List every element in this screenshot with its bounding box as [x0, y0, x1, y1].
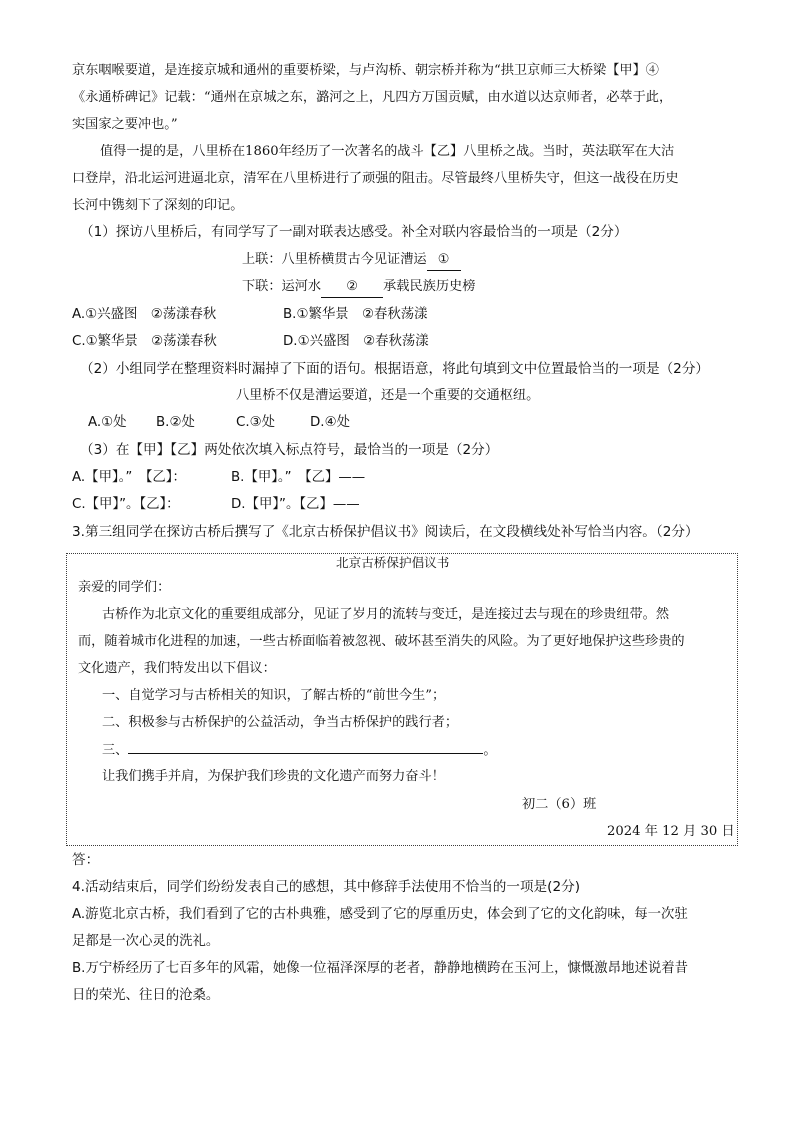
q1-option-b: B.①繁华景 ②春秋荡漾: [283, 307, 428, 322]
couplet-lower: [242, 277, 475, 298]
q2-option-a: A.①处: [88, 415, 127, 430]
question4-stem: 4.活动结束后，同学们纷纷发表自己的感想，其中修辞手法使用不恰当的一项是(2分): [72, 879, 581, 895]
passage-line: 《永通桥碑记》记载：“通州在京城之东，潞河之上，凡四方万国贡赋，由水道以达京师者，必萃于此，: [72, 90, 673, 105]
answer-label: 答：: [72, 852, 100, 868]
proposal-item-3-suffix: 。: [483, 743, 497, 758]
proposal-text-line: 文化遗产，我们特发出以下倡议：: [78, 661, 276, 676]
proposal-text-line: 而，随着城市化进程的加速，一些古桥面临着被忽视、破坏甚至消失的风险。为了更好地保护这些珍贵的: [78, 634, 685, 649]
question3-stem: 3.第三组同学在探访古桥后撰写了《北京古桥保护倡议书》阅读后，在文段横线处补写恰当内容。（2分）: [72, 524, 699, 540]
q1-option-d: D.①兴盛图 ②春秋荡漾: [283, 334, 429, 349]
couplet-lower-suffix: 承载民族历史榜: [383, 279, 476, 294]
passage-line: 实国家之要冲也。”: [72, 117, 178, 132]
q2-option-d: D.④处: [310, 415, 350, 430]
q2-option-c: C.③处: [236, 415, 276, 430]
q4-option-a-cont: 足都是一次心灵的洗礼。: [72, 934, 220, 949]
proposal-closing: 让我们携手并肩，为保护我们珍贵的文化遗产而努力奋斗！: [102, 769, 445, 784]
couplet-lower-prefix: 下联：运河水: [242, 279, 322, 294]
proposal-item-3-prefix: 三、: [102, 743, 129, 758]
proposal-greeting: 亲爱的同学们：: [78, 580, 171, 595]
q4-option-b: B.万宁桥经历了七百多年的风霜，她像一位福泽深厚的老者，静静地横跨在玉河上，慷慨激昂地述说着昔: [72, 961, 689, 976]
passage-line: 口登岸，沿北运河进逼北京，清军在八里桥进行了顽强的阻击。尽管最终八里桥失守，但这一战役在历史: [72, 171, 679, 186]
passage-line: 值得一提的是，八里桥在1860年经历了一次著名的战斗【乙】八里桥之战。当时，英法联军在大沽: [100, 144, 675, 159]
q1-stem: （1）探访八里桥后，有同学写了一副对联表达感受。补全对联内容最恰当的一项是（2分）: [80, 224, 628, 240]
proposal-item-3: [102, 740, 497, 761]
passage-line: 长河中镌刻下了深刻的印记。: [72, 198, 244, 213]
proposal-date: 2024 年 12 月 30 日: [607, 824, 735, 839]
q3-option-b: B.【甲】。” 【乙】——: [231, 470, 366, 485]
q4-option-a: A.游览北京古桥，我们看到了它的古朴典雅，感受到了它的厚重历史，体会到了它的文化韵味，每一次驻: [72, 907, 688, 922]
q3-option-a: A.【甲】。” 【乙】：: [72, 470, 186, 485]
q3-option-d: D.【甲】”。【乙】——: [231, 497, 360, 512]
proposal-text-line: 古桥作为北京文化的重要组成部分，见证了岁月的流转与变迁，是连接过去与现在的珍贵纽带。然: [102, 607, 670, 622]
couplet-lower-blank: ②: [321, 277, 383, 298]
proposal-item-1: 一、自觉学习与古桥相关的知识，了解古桥的“前世今生”；: [102, 688, 446, 703]
couplet-upper-text: 上联：八里桥横贯古今见证漕运: [242, 252, 427, 267]
passage-line: 京东咽喉要道，是连接京城和通州的重要桥梁，与卢沟桥、朝宗桥并称为“拱卫京师三大桥梁【甲】④: [72, 63, 659, 78]
q2-option-b: B.②处: [156, 415, 195, 430]
proposal-signature: 初二（6）班: [522, 797, 597, 812]
q1-option-a: A.①兴盛图 ②荡漾春秋: [72, 307, 217, 322]
q3-stem: （3）在【甲】【乙】两处依次填入标点符号，最恰当的一项是（2分）: [80, 442, 499, 458]
q2-sentence: 八里桥不仅是漕运要道，还是一个重要的交通枢纽。: [236, 388, 540, 403]
q4-option-b-cont: 日的荣光、往日的沧桑。: [72, 988, 220, 1003]
proposal-title: 北京古桥保护倡议书: [336, 555, 450, 570]
q1-option-c: C.①繁华景 ②荡漾春秋: [72, 334, 217, 349]
couplet-upper-blank: ①: [427, 250, 461, 271]
q2-stem: （2）小组同学在整理资料时漏掉了下面的语句。根据语意，将此句填到文中位置最恰当的一项是（2分）: [80, 361, 710, 377]
answer-blank[interactable]: [128, 740, 483, 754]
proposal-item-2: 二、积极参与古桥保护的公益活动，争当古桥保护的践行者；: [102, 715, 459, 730]
couplet-upper: [242, 250, 461, 271]
q3-option-c: C.【甲】”。【乙】：: [72, 497, 180, 512]
